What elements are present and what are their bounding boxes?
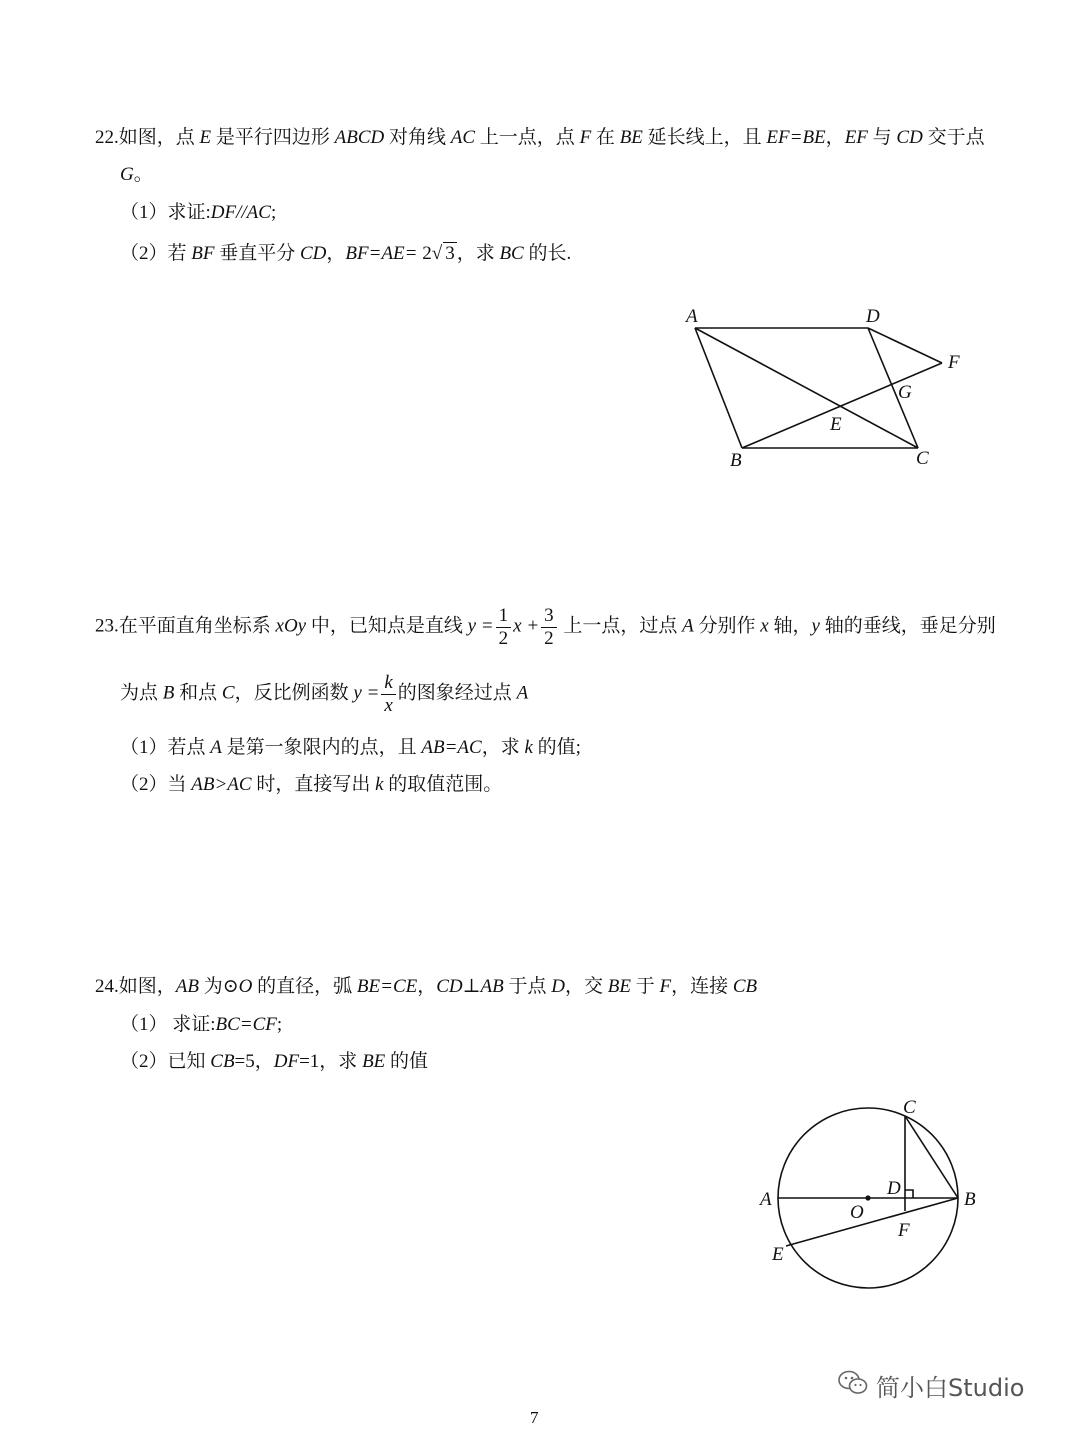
watermark [838, 1368, 1024, 1403]
q23-line2: 为点 B 和点 C，反比例函数 y = $\frac{k}{x}$ 的图象经过点 A [120, 672, 529, 716]
q22-label-G: G [898, 382, 912, 403]
q24-right-angle-mark [905, 1190, 913, 1198]
q24-line1: 24.如图，AB 为⊙O 的直径，弧 BE=CE，CD⊥AB 于点 D，交 BE 于 F，连接 CB [95, 976, 758, 997]
q22-label-A: A [686, 306, 698, 327]
q24-label-C: C [903, 1098, 916, 1118]
q24-label-F: F [898, 1220, 910, 1241]
q24-part1: （1） 求证:BC=CF; [120, 1014, 283, 1035]
page-number: 7 [530, 1408, 539, 1427]
q22-label-B: B [730, 450, 742, 471]
watermark-text: 简小白Studio [876, 1374, 1025, 1402]
q22-figure [670, 300, 990, 480]
q22-segment-DF [868, 328, 942, 363]
q24-figure [750, 1098, 990, 1298]
q22-segment-BA [695, 328, 742, 448]
q24-label-E: E [772, 1244, 784, 1265]
q24-label-O: O [850, 1202, 864, 1223]
q24-center-dot [865, 1195, 870, 1200]
q24-segment-BE [786, 1198, 958, 1246]
fraction-three-halves: $\frac{3}{2}$ [541, 605, 557, 650]
q22-part2: （2）若 BF 垂直平分 CD，BF=AE= 2√ 3 ，求 BC 的长. [120, 243, 572, 264]
q24-part2: （2）已知 CB=5，DF=1，求 BE 的值 [120, 1051, 429, 1072]
q24-segment-CB [905, 1116, 958, 1198]
q22-label-D: D [866, 306, 880, 327]
q22-line1: 22.如图，点 E 是平行四边形 ABCD 对角线 AC 上一点，点 F 在 BE 延长线上，且 EF=BE，EF 与 CD 交于点 [95, 127, 985, 148]
wechat-icon [838, 1370, 868, 1402]
q23-part1: （1）若点 A 是第一象限内的点，且 AB=AC，求 k 的值; [120, 737, 581, 758]
q22-label-C: C [916, 448, 929, 469]
q22-label-F: F [948, 352, 960, 373]
q24-label-D: D [887, 1178, 901, 1199]
q22-part1: （1）求证:DF//AC; [120, 202, 277, 223]
fraction-k-over-x: $\frac{k}{x}$ [381, 672, 395, 717]
q23-line1: 23.在平面直角坐标系 xOy 中，已知点是直线 y = $\frac{1}{2}$ x + $\frac{3}{2}$ 上一点，过点 A 分别作 x 轴，y 轴的垂线，垂足分别 [95, 605, 996, 649]
q22-label-E: E [830, 414, 842, 435]
q24-label-A: A [760, 1189, 772, 1210]
q22-line2: G。 [120, 164, 153, 185]
sqrt-3: √ 3 [431, 243, 455, 264]
fraction-one-half: $\frac{1}{2}$ [496, 605, 512, 650]
q23-part2: （2）当 AB>AC 时，直接写出 k 的取值范围。 [120, 774, 503, 795]
q24-label-B: B [964, 1189, 976, 1210]
